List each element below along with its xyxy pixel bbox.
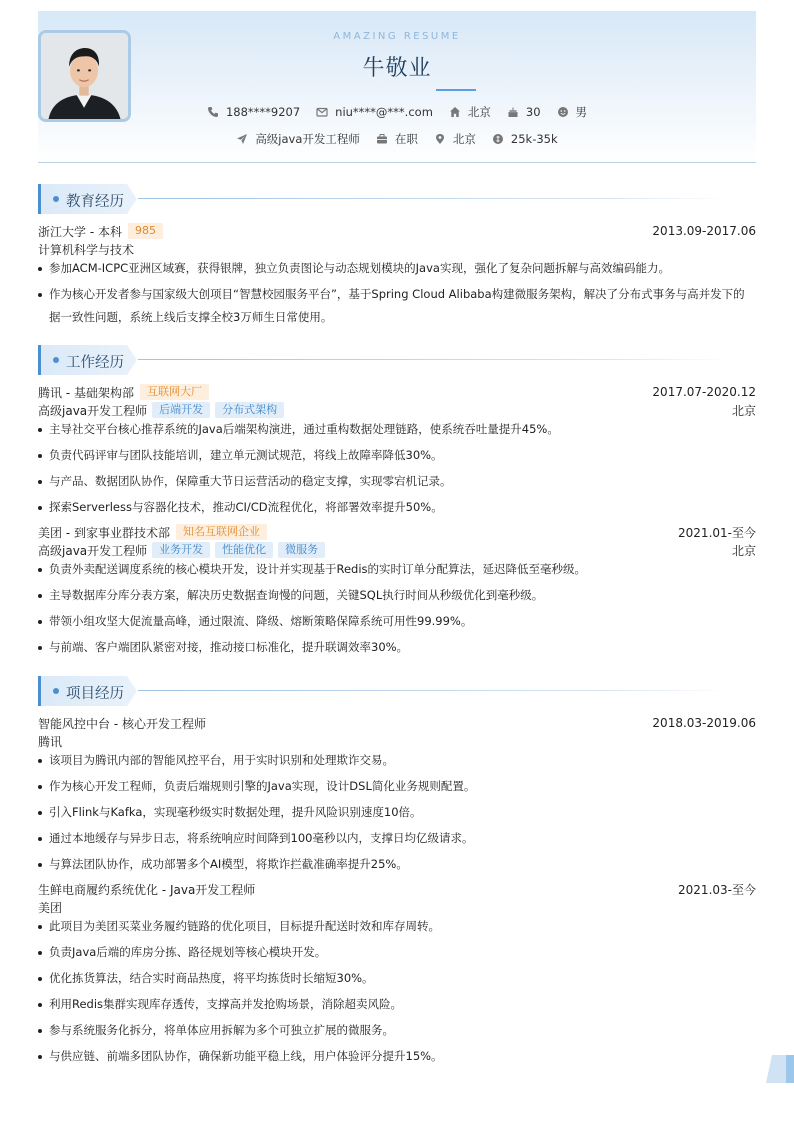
section-divider xyxy=(138,690,728,691)
list-item: 负责Java后端的库房分拣、路径规划等核心模块开发。 xyxy=(38,941,756,964)
job-status-text: 在职 xyxy=(394,132,418,146)
section-projects xyxy=(38,676,738,706)
location-pin-icon xyxy=(434,133,446,145)
candidate-name: 牛敬业 xyxy=(362,56,432,81)
section-title: 工作经历 xyxy=(66,355,124,371)
target-position-item xyxy=(236,131,360,147)
section-education xyxy=(38,184,738,214)
send-icon xyxy=(236,133,248,145)
list-item: 与算法团队协作，成功部署多个AI模型，将欺诈拦截准确率提升25%。 xyxy=(38,853,756,876)
list-item: 负责外卖配送调度系统的核心模块开发，设计并实现基于Redis的实时订单分配算法，延迟降低至毫秒级。 xyxy=(38,558,756,581)
list-item: 主导社交平台核心推荐系统的Java后端架构演进，通过重构数据处理链路，使系统吞吐量提升45%。 xyxy=(38,418,756,441)
education-entry-head xyxy=(38,222,756,240)
list-item: 作为核心开发者参与国家级大创项目“智慧校园服务平台”，基于Spring Cloud Alibaba构建微服务架构，解决了分布式事务与高并发下的 xyxy=(38,283,756,306)
page-corner-decoration xyxy=(766,1055,794,1083)
project-title: 生鲜电商履约系统优化 - Java开发工程师 xyxy=(38,882,256,897)
company-badge: 互联网大厂 xyxy=(140,384,209,400)
job-status-item xyxy=(376,131,418,147)
list-item: 利用Redis集群实现库存透传，支撑高并发抢购场景，消除超卖风险。 xyxy=(38,993,756,1016)
work-date: 2017.07-2020.12 xyxy=(652,385,756,399)
phone-icon xyxy=(207,106,219,118)
school-name: 浙江大学 - 本科 xyxy=(38,224,122,239)
bullet-dot-icon xyxy=(53,196,59,202)
section-title: 项目经历 xyxy=(66,686,124,702)
company-name: 美团 - 到家事业群技术部 xyxy=(38,525,170,540)
age-text: 30 xyxy=(525,105,541,119)
work-date: 2021.01-至今 xyxy=(678,525,756,540)
hometown-text: 北京 xyxy=(467,105,491,119)
project-org: 腾讯 xyxy=(38,734,63,749)
list-item: 参与系统服务化拆分，将单体应用拆解为多个可独立扩展的微服务。 xyxy=(38,1019,756,1042)
skill-tag: 后端开发 xyxy=(152,402,210,418)
project-date: 2018.03-2019.06 xyxy=(652,716,756,730)
resume-brand: AMAZING RESUME xyxy=(333,31,461,42)
section-title: 教育经历 xyxy=(66,194,124,210)
job-role: 高级java开发工程师 xyxy=(38,403,148,418)
list-item: 与前端、客户端团队紧密对接，推动接口标准化，提升联调效率30%。 xyxy=(38,636,756,659)
home-icon xyxy=(449,106,461,118)
section-divider xyxy=(138,359,728,360)
skill-tag: 微服务 xyxy=(278,542,325,558)
list-item: 主导数据库分库分表方案，解决历史数据查询慢的问题，关键SQL执行时间从秒级优化到毫秒级。 xyxy=(38,584,756,607)
project-org: 美团 xyxy=(38,900,63,915)
name-underline xyxy=(436,89,476,91)
gender-item xyxy=(557,104,588,120)
list-item: 带领小组攻坚大促流量高峰，通过限流、降级、熔断策略保障系统可用性99.99%。 xyxy=(38,610,756,633)
bullet-dot-icon xyxy=(53,357,59,363)
project-title: 智能风控中台 - 核心开发工程师 xyxy=(38,716,206,731)
work-city: 北京 xyxy=(731,403,756,418)
job-role: 高级java开发工程师 xyxy=(38,543,148,558)
work-entry-head xyxy=(38,383,756,401)
project-org-row xyxy=(38,898,756,916)
email-text: niu****@***.com xyxy=(335,105,433,119)
job-intent-row xyxy=(38,131,756,147)
contact-row xyxy=(38,104,756,120)
gender-icon xyxy=(557,106,569,118)
target-city-text: 北京 xyxy=(452,132,476,146)
target-city-item xyxy=(434,131,476,147)
skill-tag: 分布式架构 xyxy=(215,402,284,418)
list-item-continued: 据一致性问题，系统上线后支撑全校3万师生日常使用。 xyxy=(49,310,333,324)
education-major-row xyxy=(38,240,756,258)
major-name: 计算机科学与技术 xyxy=(38,242,135,257)
skill-tag: 业务开发 xyxy=(152,542,210,558)
project-org-row xyxy=(38,732,756,750)
list-item: 该项目为腾讯内部的智能风控平台，用于实时识别和处理欺诈交易。 xyxy=(38,749,756,772)
project-entry-head xyxy=(38,714,756,732)
mail-icon xyxy=(316,106,328,118)
phone-item xyxy=(207,105,300,119)
salary-text: 25k-35k xyxy=(510,132,558,146)
bullet-dot-icon xyxy=(53,688,59,694)
list-item: 负责代码评审与团队技能培训，建立单元测试规范，将线上故障率降低30%。 xyxy=(38,444,756,467)
school-badge: 985 xyxy=(128,223,163,239)
list-item: 探索Serverless与容器化技术，推动CI/CD流程优化，将部署效率提升50%。 xyxy=(38,496,756,519)
list-item: 与供应链、前端多团队协作，确保新功能平稳上线，用户体验评分提升15%。 xyxy=(38,1045,756,1068)
work-city: 北京 xyxy=(731,543,756,558)
gender-text: 男 xyxy=(575,105,588,119)
list-item: 此项目为美团买菜业务履约链路的优化项目，目标提升配送时效和库存周转。 xyxy=(38,915,756,938)
section-work xyxy=(38,345,738,375)
company-name: 腾讯 - 基础架构部 xyxy=(38,385,134,400)
list-item: 通过本地缓存与异步日志，将系统响应时间降到100毫秒以内，支撑日均亿级请求。 xyxy=(38,827,756,850)
work-role-row xyxy=(38,541,756,559)
section-divider xyxy=(138,198,728,199)
company-badge: 知名互联网企业 xyxy=(176,524,267,540)
list-item: 优化拣货算法，结合实时商品热度，将平均拣货时长缩短30%。 xyxy=(38,967,756,990)
project-date: 2021.03-至今 xyxy=(678,882,756,897)
project-entry-head xyxy=(38,880,756,898)
resume-header xyxy=(38,11,756,163)
skill-tag: 性能优化 xyxy=(215,542,273,558)
cake-icon xyxy=(507,106,519,118)
list-item: 作为核心开发工程师，负责后端规则引擎的Java实现，设计DSL简化业务规则配置。 xyxy=(38,775,756,798)
work-entry-head xyxy=(38,523,756,541)
list-item: 参加ACM-ICPC亚洲区域赛，获得银牌，独立负责图论与动态规划模块的Java实现，强化了复杂问题拆解与高效编码能力。 xyxy=(38,257,756,280)
email-item xyxy=(316,105,433,119)
briefcase-icon xyxy=(376,133,388,145)
list-item: 引入Flink与Kafka，实现毫秒级实时数据处理，提升风险识别速度10倍。 xyxy=(38,801,756,824)
salary-item xyxy=(492,132,558,146)
hometown-item xyxy=(449,104,491,120)
salary-icon xyxy=(492,133,504,145)
list-item: 与产品、数据团队协作，保障重大节日运营活动的稳定支撑，实现零宕机记录。 xyxy=(38,470,756,493)
phone-text: 188****9207 xyxy=(225,105,301,119)
work-role-row xyxy=(38,401,756,419)
age-item xyxy=(507,105,541,119)
education-date: 2013.09-2017.06 xyxy=(652,224,756,238)
target-position-text: 高级java开发工程师 xyxy=(255,132,360,146)
